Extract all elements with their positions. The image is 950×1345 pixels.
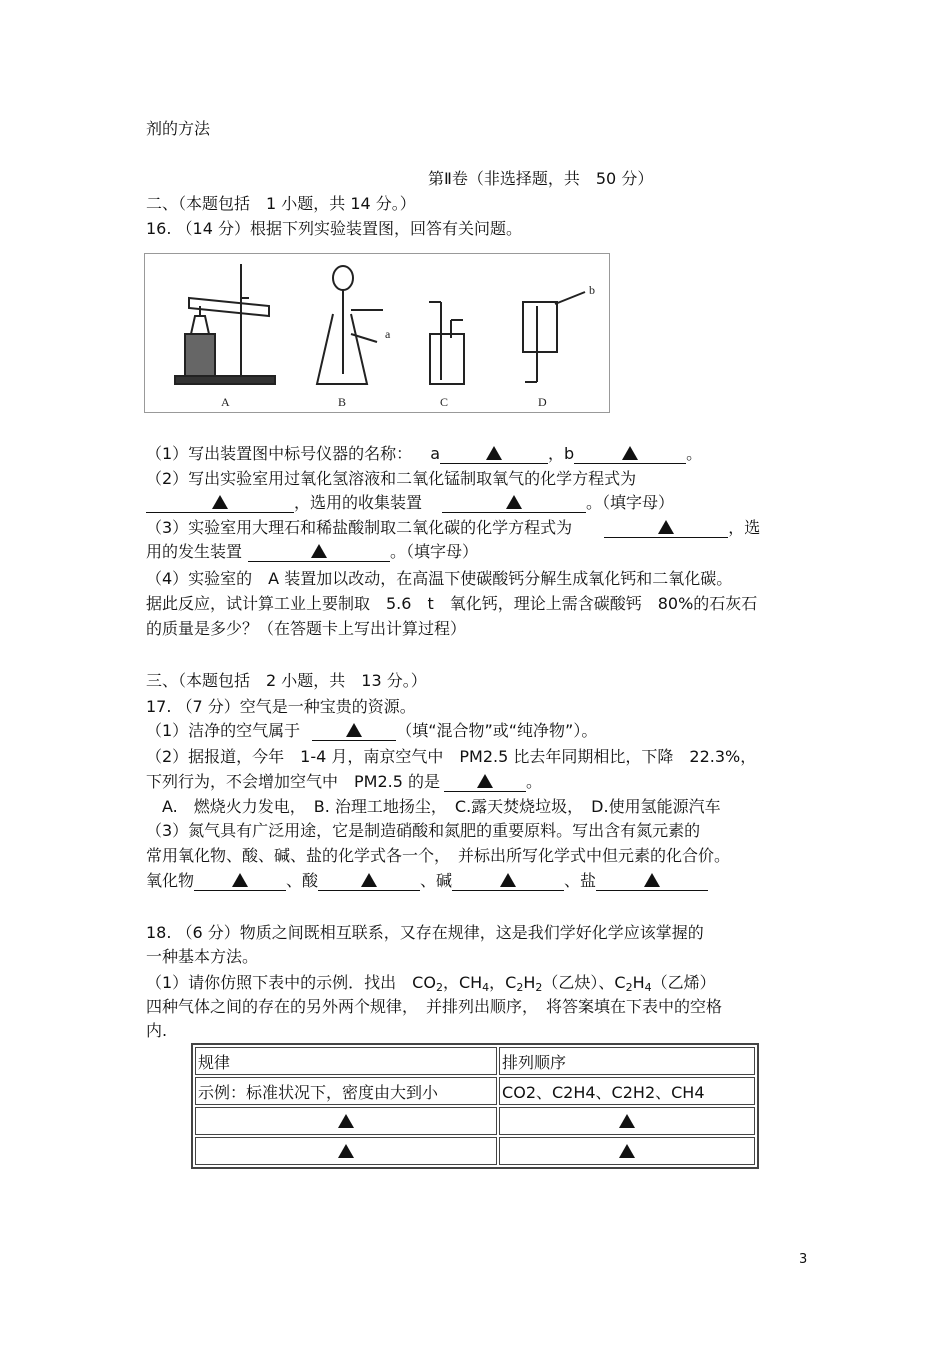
- answer-blank[interactable]: [440, 445, 548, 464]
- section2-heading: 二、（本题包括 1 小题，共 14 分。）: [146, 194, 416, 213]
- triangle-icon: [361, 873, 377, 887]
- triangle-icon: [338, 1114, 354, 1128]
- q16-part4-line3: 的质量是多少？（在答题卡上写出计算过程）: [146, 619, 467, 638]
- triangle-icon: [658, 520, 674, 534]
- table-row: [195, 1137, 755, 1165]
- header-rule: 规律: [195, 1047, 497, 1075]
- triangle-icon: [506, 495, 522, 509]
- triangle-icon: [486, 446, 502, 460]
- continued-text: 剂的方法: [146, 119, 211, 138]
- example-order: CO2、C2H4、C2H2、CH4: [499, 1077, 755, 1105]
- answer-blank[interactable]: [312, 722, 396, 741]
- q17-part3-line3: 氧化物 、酸 、碱 、盐: [146, 870, 708, 892]
- q18-part1-line1: （1）请你仿照下表中的示例．找出 $CO_2$，$CH_4$，$C_2H_2$（乙炔）、$C_2H_4$（乙烯）: [146, 973, 716, 994]
- header-order: 排列顺序: [499, 1047, 755, 1075]
- answer-blank[interactable]: [596, 872, 708, 891]
- q18-stem-line1: 18. （6 分）物质之间既相互联系，又存在规律，这是我们学好化学应该掌握的: [146, 923, 704, 942]
- q17-part3-line2: 常用氧化物、酸、碱、盐的化学式各一个， 并标出所写化学式中但元素的化合价。: [146, 846, 731, 865]
- label-A: A: [221, 395, 230, 409]
- section2-title: 第Ⅱ卷（非选择题，共 50 分）: [428, 169, 654, 188]
- label-a: a: [385, 327, 391, 341]
- q17-part2-line1: （2）据报道，今年 1-4 月，南京空气中 PM2.5 比去年同期相比，下降 22.3%，: [146, 747, 757, 766]
- q17-part3-line1: （3）氮气具有广泛用途，它是制造硝酸和氮肥的重要原料。写出含有氮元素的: [146, 821, 701, 840]
- label-C: C: [440, 395, 449, 409]
- triangle-icon: [500, 873, 516, 887]
- q16-part1: （1）写出装置图中标号仪器的名称： a ，b 。: [146, 444, 703, 463]
- triangle-icon: [619, 1144, 635, 1158]
- example-rule: 示例：标准状况下，密度由大到小: [195, 1077, 497, 1105]
- answer-cell[interactable]: [499, 1137, 755, 1165]
- answer-cell[interactable]: [195, 1107, 497, 1135]
- section3-heading: 三、（本题包括 2 小题，共 13 分。）: [146, 671, 427, 690]
- q16-part4-line1: （4）实验室的 A 装置加以改动，在高温下使碳酸钙分解生成氧化钙和二氧化碳。: [146, 569, 733, 588]
- rules-table: [191, 1043, 759, 1169]
- triangle-icon: [346, 723, 362, 737]
- q16-stem: 16. （14 分）根据下列实验装置图，回答有关问题。: [146, 219, 522, 238]
- q16-part3-line1: （3）实验室用大理石和稀盐酸制取二氧化碳的化学方程式为 ，选: [146, 518, 761, 537]
- answer-blank[interactable]: [444, 773, 526, 792]
- label-B: B: [338, 395, 347, 409]
- triangle-icon: [619, 1114, 635, 1128]
- triangle-icon: [212, 495, 228, 509]
- answer-blank[interactable]: [604, 519, 728, 538]
- triangle-icon: [311, 544, 327, 558]
- q17-part2-line2: 下列行为，不会增加空气中 PM2.5 的是 。: [146, 772, 543, 791]
- triangle-icon: [622, 446, 638, 460]
- answer-blank[interactable]: [442, 494, 586, 513]
- q17-options: A. 燃烧火力发电， B. 治理工地扬尘， C.露天焚烧垃圾， D.使用氢能源汽车: [162, 797, 721, 816]
- q17-stem: 17. （7 分）空气是一种宝贵的资源。: [146, 697, 416, 716]
- label-b: b: [589, 283, 595, 297]
- table-row: [195, 1047, 755, 1075]
- q16-part3-line2: 用的发生装置 。（填字母）: [146, 542, 479, 561]
- table-row: [195, 1107, 755, 1135]
- apparatus-figure: [144, 253, 610, 413]
- table-row: [195, 1077, 755, 1105]
- q16-part4-line2: 据此反应，试计算工业上要制取 5.6 t 氧化钙，理论上需含碳酸钙 80%的石灰石: [146, 594, 758, 613]
- answer-blank[interactable]: [452, 872, 564, 891]
- page-number: 3: [799, 1252, 808, 1267]
- q18-part1-line3: 内.: [146, 1021, 168, 1040]
- answer-blank[interactable]: [194, 872, 286, 891]
- triangle-icon: [232, 873, 248, 887]
- answer-cell[interactable]: [195, 1137, 497, 1165]
- q18-stem-line2: 一种基本方法。: [146, 947, 259, 966]
- answer-blank[interactable]: [574, 445, 686, 464]
- triangle-icon: [338, 1144, 354, 1158]
- q17-part1: （1）洁净的空气属于 （填“混合物”或“纯净物”）。: [146, 721, 598, 740]
- answer-cell[interactable]: [499, 1107, 755, 1135]
- answer-blank[interactable]: [248, 543, 390, 562]
- triangle-icon: [644, 873, 660, 887]
- answer-blank[interactable]: [146, 494, 294, 513]
- q18-part1-line2: 四种气体之间的存在的另外两个规律， 并排列出顺序， 将答案填在下表中的空格: [146, 997, 723, 1016]
- q16-part2-line2: ，选用的收集装置 。（填字母）: [146, 492, 674, 514]
- answer-blank[interactable]: [318, 872, 420, 891]
- label-D: D: [538, 395, 547, 409]
- apparatus-drawing: [145, 254, 609, 412]
- q16-part2-line1: （2）写出实验室用过氧化氢溶液和二氧化锰制取氧气的化学方程式为: [146, 469, 637, 488]
- triangle-icon: [477, 774, 493, 788]
